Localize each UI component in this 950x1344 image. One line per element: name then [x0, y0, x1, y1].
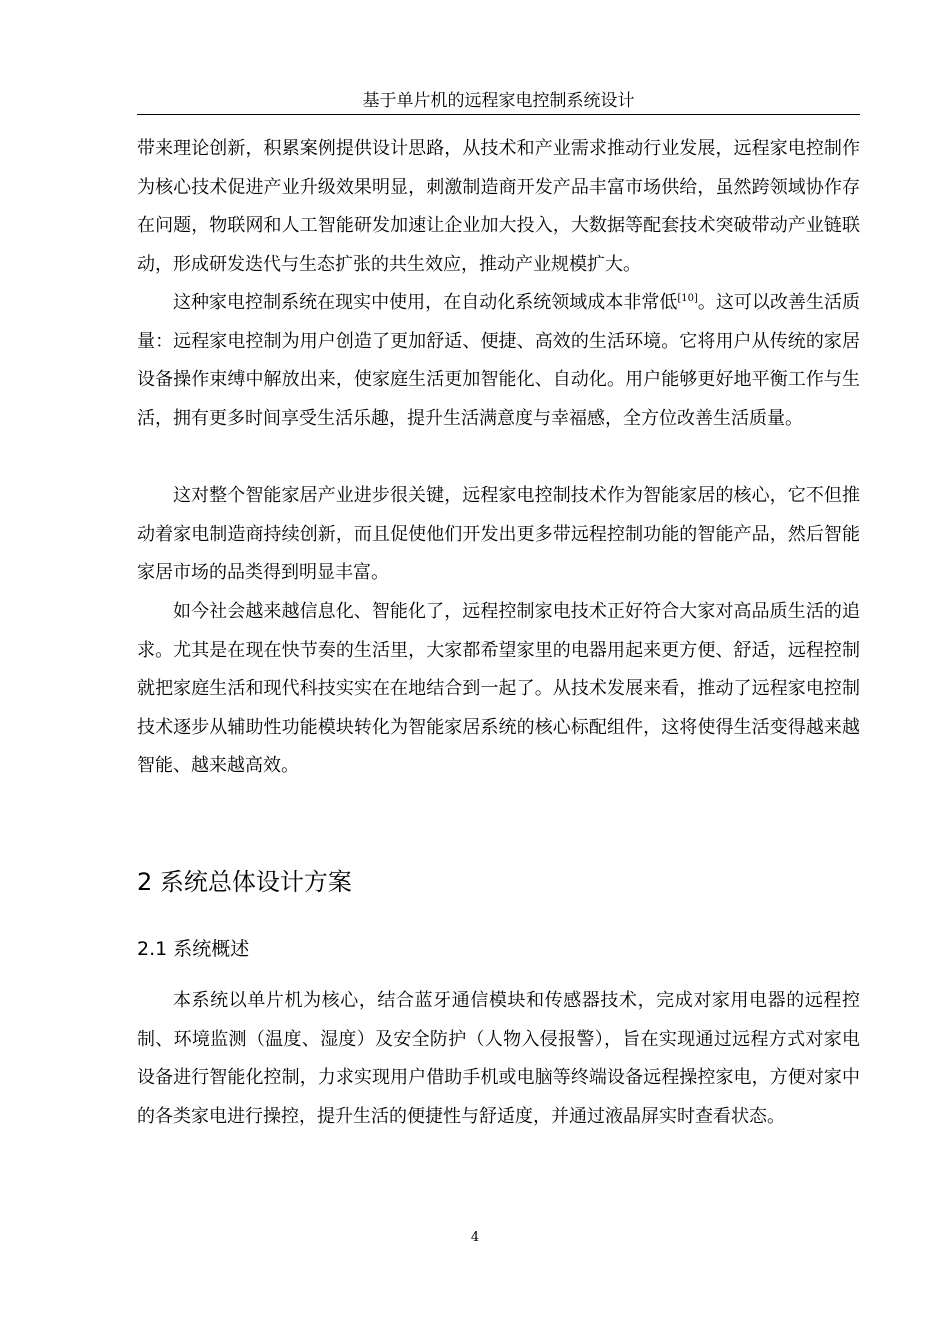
citation-ref-10: [10]: [677, 293, 698, 304]
paragraph-industry-impact: 带来理论创新，积累案例提供设计思路，从技术和产业需求推动行业发展，远程家电控制作为核心技术促进产业升级效果明显，刺激制造商开发产品丰富市场供给，虽然跨领域协作存在问题，物联网和人工智能研发加速让企业加大投入，大数据等配套技术突破带动产业链联动，形成研发迭代与生态扩张的共生效应，推动产业规模扩大。: [137, 138, 860, 275]
section-heading: 2 系统总体设计方案: [137, 868, 352, 896]
paragraph-system-overview: 本系统以单片机为核心，结合蓝牙通信模块和传感器技术，完成对家用电器的远程控制、环境监测（温度、湿度）及安全防护（人物入侵报警），旨在实现通过远程方式对家电设备进行智能化控制，力求实现用户借助手机或电脑等终端设备远程操控家电，方便对家中的各类家电进行操控，提升生活的便捷性与舒适度，并通过液晶屏实时查看状态。: [137, 990, 860, 1127]
running-header-title: 基于单片机的远程家电控制系统设计: [362, 91, 635, 111]
page-number: 4: [470, 1230, 480, 1245]
paragraph-quality-of-life: [137, 284, 860, 438]
paragraph-informatization: 如今社会越来越信息化、智能化了，远程控制家电技术正好符合大家对高品质生活的追求。尤其是在现在快节奏的生活里，大家都希望家里的电器用起来更方便、舒适，远程控制就把家庭生活和现代科技实实在在地结合到一起了。从技术发展来看，推动了远程家电控制技术逐步从辅助性功能模块转化为智能家居系统的核心标配组件，这将使得生活变得越来越智能、越来越高效。: [137, 601, 860, 776]
paragraph-quality-of-life-text-b: 。这可以改善生活质量：远程家电控制为用户创造了更加舒适、便捷、高效的生活环境。它将用户从传统的家居设备操作束缚中解放出来，使家庭生活更加智能化、自动化。用户能够更好地平衡工作与生活，拥有更多时间享受生活乐趣，提升生活满意度与幸福感，全方位改善生活质量。: [137, 292, 861, 429]
paragraph-quality-of-life-text-a: 这种家电控制系统在现实中使用，在自动化系统领域成本非常低: [173, 292, 678, 313]
running-header: [137, 88, 860, 115]
subsection-heading: 2.1 系统概述: [137, 938, 250, 960]
paragraph-smart-home-industry: 这对整个智能家居产业进步很关键，远程家电控制技术作为智能家居的核心，它不但推动着家电制造商持续创新，而且促使他们开发出更多带远程控制功能的智能产品，然后智能家居市场的品类得到明显丰富。: [137, 485, 860, 583]
